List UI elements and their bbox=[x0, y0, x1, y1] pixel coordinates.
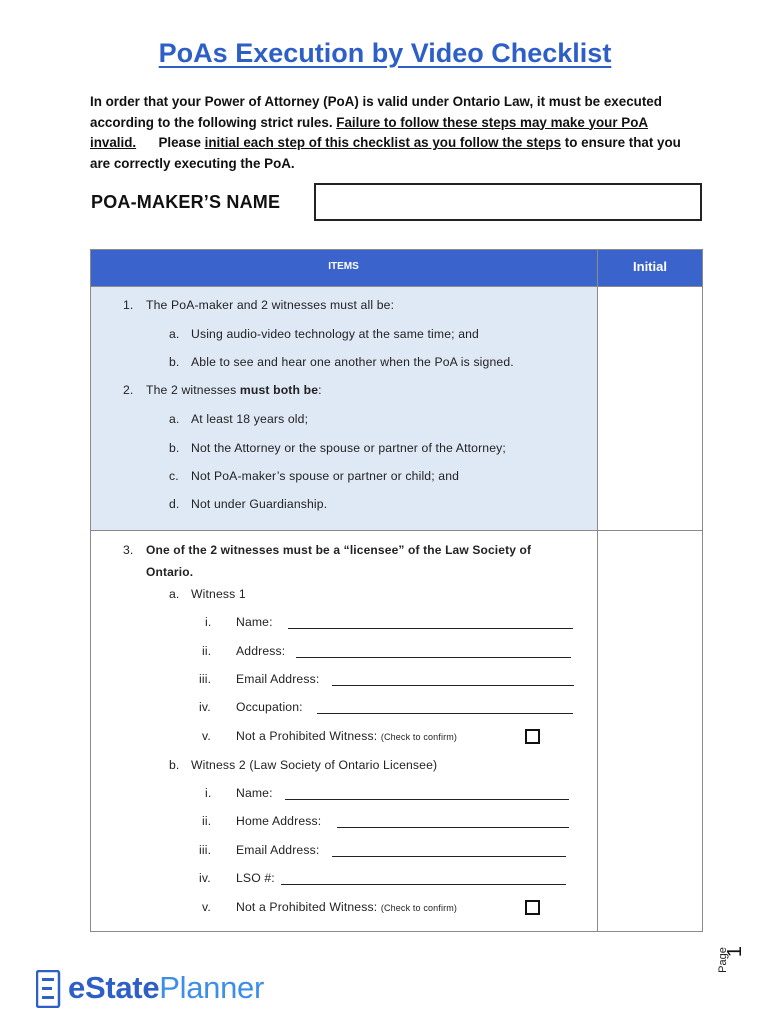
intro-warning: Failure to follow these steps may make your PoA invalid. bbox=[90, 114, 649, 150]
intro-text-2: Please bbox=[136, 135, 205, 150]
item-1b-text: Able to see and hear one another when the PoA is signed. bbox=[191, 355, 514, 369]
page-title: PoAs Execution by Video Checklist bbox=[158, 38, 612, 68]
w2-email-marker: iii. bbox=[199, 843, 212, 857]
item-2b-marker: b. bbox=[169, 441, 180, 455]
w2-email-field[interactable] bbox=[332, 856, 566, 857]
table-header bbox=[91, 250, 702, 286]
column-divider bbox=[597, 250, 598, 931]
item-2d-text: Not under Guardianship. bbox=[191, 497, 328, 511]
w2-prohibited-note: (Check to confirm) bbox=[380, 903, 458, 913]
item-2-text bbox=[146, 383, 322, 397]
intro-text-1: In order that your Power of Attorney (PoA) is valid under Ontario Law, it must be executed according to the following strict rules. bbox=[90, 94, 662, 130]
estateplanner-e-icon bbox=[36, 970, 62, 1008]
page-label: Page bbox=[716, 947, 729, 973]
intro-text-3: to ensure that you are correctly executing the PoA. bbox=[90, 135, 681, 171]
item-3-text-line1: One of the 2 witnesses must be a “licensee” of the Law Society of bbox=[146, 543, 532, 557]
w1-email-field[interactable] bbox=[332, 685, 574, 686]
item-1b-marker: b. bbox=[169, 355, 180, 369]
w2-prohibited-checkbox[interactable] bbox=[525, 900, 540, 915]
w2-address-label: Home Address: bbox=[236, 814, 322, 828]
w2-name-label: Name: bbox=[236, 786, 273, 800]
poa-maker-name-field[interactable] bbox=[314, 183, 702, 221]
initial-column-header: Initial bbox=[633, 259, 667, 274]
item-1a-text: Using audio-video technology at the same time; and bbox=[191, 327, 479, 341]
item-2-text-bold: must both be bbox=[239, 383, 319, 397]
row-divider bbox=[91, 530, 702, 531]
intro-instruction: initial each step of this checklist as you follow the steps bbox=[204, 135, 562, 150]
w2-name-field[interactable] bbox=[285, 799, 569, 800]
item-2-marker: 2. bbox=[123, 383, 134, 397]
item-3-text-line2: Ontario. bbox=[146, 565, 194, 579]
w1-name-field[interactable] bbox=[288, 628, 573, 629]
w2-lso-marker: iv. bbox=[199, 871, 211, 885]
logo-text-e: e bbox=[68, 970, 85, 1005]
w1-prohibited-note: (Check to confirm) bbox=[380, 732, 458, 742]
checklist-table bbox=[90, 249, 703, 932]
item-2c-text: Not PoA-maker’s spouse or partner or child; and bbox=[191, 469, 460, 483]
w2-lso-field[interactable] bbox=[281, 884, 566, 885]
witness-2-heading: Witness 2 (Law Society of Ontario Licensee) bbox=[191, 758, 438, 772]
page-number-value: 1 bbox=[724, 945, 747, 958]
witness-1-heading: Witness 1 bbox=[191, 587, 246, 601]
w1-name-label: Name: bbox=[236, 615, 273, 629]
item-2b-text: Not the Attorney or the spouse or partner of the Attorney; bbox=[191, 441, 506, 455]
w1-occupation-marker: iv. bbox=[199, 700, 211, 714]
section-1-2-background bbox=[91, 287, 597, 530]
logo-text-planner: Planner bbox=[159, 970, 265, 1005]
item-2d-marker: d. bbox=[169, 497, 180, 511]
w2-prohibited-label bbox=[236, 900, 457, 914]
item-2a-text: At least 18 years old; bbox=[191, 412, 309, 426]
w1-address-label: Address: bbox=[236, 644, 286, 658]
item-2a-marker: a. bbox=[169, 412, 180, 426]
w1-address-field[interactable] bbox=[296, 657, 571, 658]
logo-wordmark bbox=[68, 970, 264, 1006]
item-3-marker: 3. bbox=[123, 543, 134, 557]
w1-address-marker: ii. bbox=[202, 644, 212, 658]
w2-name-marker: i. bbox=[205, 786, 212, 800]
page-number bbox=[716, 940, 746, 980]
item-1-text: The PoA-maker and 2 witnesses must all be: bbox=[146, 298, 395, 312]
item-2-text-pre: The 2 witnesses bbox=[146, 383, 240, 397]
witness-1-marker: a. bbox=[169, 587, 180, 601]
w2-address-marker: ii. bbox=[202, 814, 212, 828]
w1-prohibited-checkbox[interactable] bbox=[525, 729, 540, 744]
w1-occupation-label: Occupation: bbox=[236, 700, 303, 714]
items-column-header: ITEMS bbox=[328, 261, 359, 272]
w2-prohibited-text: Not a Prohibited Witness: bbox=[236, 900, 378, 914]
estateplanner-logo bbox=[36, 966, 336, 1014]
w2-email-label: Email Address: bbox=[236, 843, 320, 857]
w1-occupation-field[interactable] bbox=[317, 713, 573, 714]
w1-prohibited-marker: v. bbox=[202, 729, 211, 743]
witness-2-marker: b. bbox=[169, 758, 180, 772]
w1-email-marker: iii. bbox=[199, 672, 212, 686]
poa-maker-name-label: POA-MAKER’S NAME bbox=[91, 192, 281, 212]
item-2c-marker: c. bbox=[169, 469, 179, 483]
w1-name-marker: i. bbox=[205, 615, 212, 629]
logo-text-state: State bbox=[84, 970, 160, 1005]
item-2-text-post: : bbox=[318, 383, 322, 397]
intro-paragraph bbox=[90, 92, 690, 174]
item-1a-marker: a. bbox=[169, 327, 180, 341]
w2-lso-label: LSO #: bbox=[236, 871, 275, 885]
item-1-marker: 1. bbox=[123, 298, 134, 312]
w2-address-field[interactable] bbox=[337, 827, 569, 828]
w2-prohibited-marker: v. bbox=[202, 900, 211, 914]
header-divider bbox=[91, 286, 702, 287]
w1-prohibited-text: Not a Prohibited Witness: bbox=[236, 729, 378, 743]
w1-email-label: Email Address: bbox=[236, 672, 320, 686]
w1-prohibited-label bbox=[236, 729, 457, 743]
